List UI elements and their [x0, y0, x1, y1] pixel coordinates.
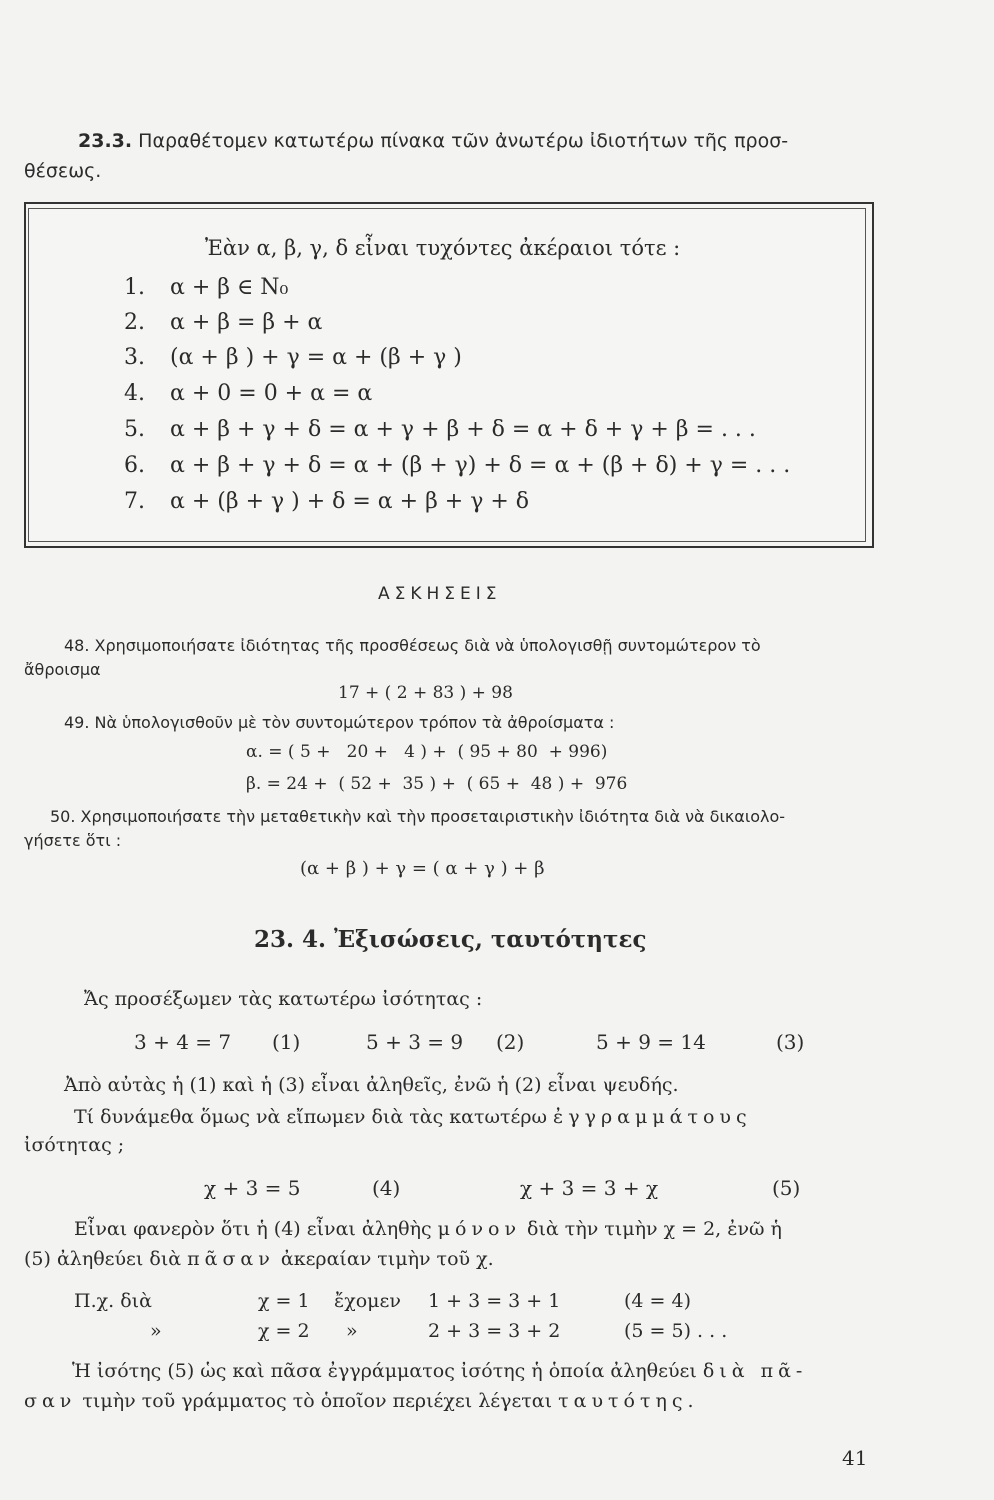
exercise-49-b: β. = 24 + ( 52 + 35 ) + ( 65 + 48 ) + 976: [246, 774, 628, 794]
definition-text: τιμὴν τοῦ γράμματος τὸ ὁποῖον περιέχει λέγεται: [82, 1390, 553, 1412]
section-number: 23.3.: [78, 130, 133, 152]
page-number: 41: [842, 1446, 868, 1470]
question-line2: ἰσότητας ;: [24, 1134, 125, 1156]
paragraph-line2: [24, 1248, 494, 1270]
example-1-have: ἔχομεν: [334, 1290, 401, 1312]
example-1-result: (4 = 4): [624, 1290, 692, 1312]
paragraph-line1: [74, 1218, 782, 1240]
definition-line1: [72, 1360, 807, 1382]
table-row: [124, 489, 529, 514]
definition-line2: [24, 1390, 699, 1412]
section-23-4-heading: 23. 4. Ἐξισώσεις, ταυτότητες: [254, 926, 647, 953]
equation-tag-4: (4): [372, 1176, 401, 1200]
paragraph-text: (5) ἀληθεύει διὰ: [24, 1248, 182, 1270]
table-row: [124, 381, 372, 406]
table-row: [124, 275, 288, 300]
exercises-title: ΑΣΚΗΣΕΙΣ: [378, 584, 502, 604]
example-1-equation: 1 + 3 = 3 + 1: [428, 1290, 561, 1312]
section-23-3-text: Παραθέτομεν κατωτέρω πίνακα τῶν ἀνωτέρω ἰδιοτήτων τῆς προσ-: [138, 130, 789, 152]
row-expression: α + (β + γ ) + δ = α + β + γ + δ: [170, 489, 530, 514]
equation-2: 5 + 3 = 9: [366, 1030, 464, 1054]
row-number: 6.: [124, 453, 145, 478]
definition-emphasis: διὰ πᾶ-: [702, 1360, 808, 1382]
example-2-result: (5 = 5) . . .: [624, 1320, 728, 1342]
row-expression: (α + β ) + γ = α + (β + γ ): [170, 345, 462, 370]
paragraph-emphasis: μόνον: [437, 1218, 521, 1240]
equation-4: χ + 3 = 5: [204, 1176, 301, 1200]
row-expression: α + β + γ + δ = α + (β + γ) + δ = α + (β + δ) + γ = . . .: [170, 453, 791, 478]
definition-emphasis: σαν: [24, 1390, 77, 1412]
example-2-have: »: [346, 1320, 358, 1342]
question-line1: [74, 1106, 752, 1128]
row-expression: α + β ∈ N₀: [170, 275, 289, 300]
table-header: Ἐὰν α, β, γ, δ εἶναι τυχόντες ἀκέραιοι τότε :: [205, 236, 681, 260]
equation-tag-5: (5): [772, 1176, 801, 1200]
example-1-value: χ = 1: [258, 1290, 310, 1312]
intro-line: Ἄς προσέξωμεν τὰς κατωτέρω ἰσότητας :: [84, 988, 483, 1010]
example-2-equation: 2 + 3 = 3 + 2: [428, 1320, 561, 1342]
exercise-48-line1: 48. Χρησιμοποιήσατε ἰδιότητας τῆς προσθέσεως διὰ νὰ ὑπολογισθῇ συντομώτερον τὸ: [64, 636, 761, 655]
example-2-value: χ = 2: [258, 1320, 310, 1342]
equation-tag-1: (1): [272, 1030, 301, 1054]
question-text: Τί δυνάμεθα ὅμως νὰ εἴπωμεν διὰ τὰς κατωτέρω: [74, 1106, 547, 1128]
table-row: [124, 345, 462, 370]
exercise-48-line2: ἄθροισμα: [24, 660, 101, 679]
exercise-50-line1: 50. Χρησιμοποιήσατε τὴν μεταθετικὴν καὶ τὴν προσεταιριστικὴν ἰδιότητα διὰ νὰ δικαιολο-: [50, 807, 786, 826]
table-row: [124, 310, 322, 335]
truth-statement: Ἀπὸ αὐτὰς ἡ (1) καὶ ἡ (3) εἶναι ἀληθεῖς, ἐνῶ ἡ (2) εἶναι ψευδής.: [64, 1074, 679, 1096]
exercise-49-a: α. = ( 5 + 20 + 4 ) + ( 95 + 80 + 996): [246, 742, 608, 762]
example-1-label: Π.χ. διὰ: [74, 1290, 152, 1312]
row-number: 2.: [124, 310, 145, 335]
equation-tag-2: (2): [496, 1030, 525, 1054]
paragraph-emphasis: πᾶσαν: [187, 1248, 275, 1270]
paragraph-text: Εἶναι φανερὸν ὅτι ἡ (4) εἶναι ἀληθὴς: [74, 1218, 432, 1240]
row-number: 7.: [124, 489, 145, 514]
exercise-50-line2: γήσετε ὅτι :: [24, 831, 122, 850]
equation-5: χ + 3 = 3 + χ: [520, 1176, 659, 1200]
row-expression: α + β + γ + δ = α + γ + β + δ = α + δ + γ + β = . . .: [170, 417, 756, 442]
table-row: [124, 453, 790, 478]
equation-1: 3 + 4 = 7: [134, 1030, 232, 1054]
definition-term: ταυτότης.: [558, 1390, 699, 1412]
paragraph-text: ἀκεραίαν τιμὴν τοῦ χ.: [280, 1248, 494, 1270]
exercise-49-line1: 49. Νὰ ὑπολογισθοῦν μὲ τὸν συντομώτερον τρόπον τὰ ἀθροίσματα :: [64, 713, 615, 732]
row-number: 5.: [124, 417, 145, 442]
exercise-50-expression: (α + β ) + γ = ( α + γ ) + β: [300, 858, 545, 879]
row-number: 4.: [124, 381, 145, 406]
example-2-label: »: [150, 1320, 162, 1342]
equation-tag-3: (3): [776, 1030, 805, 1054]
table-row: [124, 417, 756, 442]
row-expression: α + β = β + α: [170, 310, 323, 335]
section-23-3-line1: [78, 130, 788, 152]
definition-text: Ἡ ἰσότης (5) ὡς καὶ πᾶσα ἐγγράμματος ἰσότης ἡ ὁποία ἀληθεύει: [72, 1360, 697, 1382]
paragraph-text: διὰ τὴν τιμὴν χ = 2, ἐνῶ ἡ: [527, 1218, 782, 1240]
row-expression: α + 0 = 0 + α = α: [170, 381, 373, 406]
equation-3: 5 + 9 = 14: [596, 1030, 706, 1054]
row-number: 3.: [124, 345, 145, 370]
exercise-48-expression: 17 + ( 2 + 83 ) + 98: [338, 683, 513, 703]
section-23-3-line2: θέσεως.: [24, 160, 102, 182]
question-emphasis: ἐγγραμμάτους: [553, 1106, 752, 1128]
row-number: 1.: [124, 275, 145, 300]
